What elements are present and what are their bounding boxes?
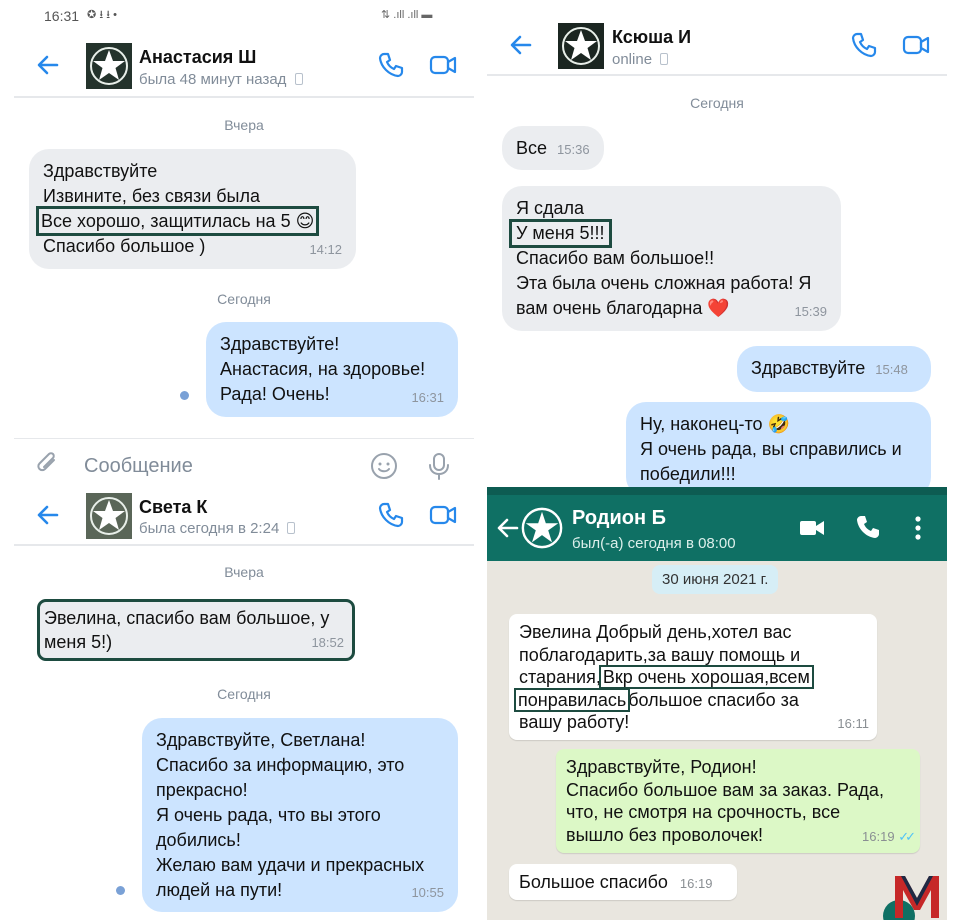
avatar[interactable] xyxy=(86,43,132,89)
device-icon xyxy=(287,522,295,534)
message-line: вашу работу! xyxy=(519,712,630,732)
message-text: Все xyxy=(516,138,548,158)
highlighted-line: У меня 5!!! xyxy=(512,222,609,245)
video-icon[interactable] xyxy=(428,50,458,80)
message-line: Я сдала xyxy=(516,198,585,218)
message-line: Здравствуйте, Светлана! xyxy=(156,730,366,750)
unread-dot xyxy=(116,886,125,895)
message-line: Анастасия, на здоровье! xyxy=(220,359,426,379)
contact-status xyxy=(139,71,303,88)
video-icon[interactable] xyxy=(798,516,826,540)
message-line: Эта была очень сложная работа! Я xyxy=(516,273,812,293)
message-line: меня 5!) xyxy=(44,632,113,652)
back-arrow-icon[interactable] xyxy=(35,52,61,78)
message-time: 14:12 xyxy=(309,242,342,257)
mic-icon[interactable] xyxy=(426,451,452,481)
signal-indicators: ⇅ .ıll .ıll ▬ xyxy=(381,9,433,21)
message-line: что, не смотря на срочность, все xyxy=(566,802,841,822)
phone-icon[interactable] xyxy=(849,30,879,60)
outgoing-message[interactable] xyxy=(626,402,931,497)
device-icon xyxy=(660,53,668,65)
message-time: 16:19 xyxy=(679,876,713,891)
message-line: вам очень благодарна ❤️ xyxy=(516,298,730,318)
contact-status: был(-а) сегодня в 08:00 xyxy=(572,535,736,552)
message-time: 16:19 xyxy=(862,828,895,844)
chat-header xyxy=(14,34,474,98)
message-line: Спасибо большое ) xyxy=(43,236,206,256)
message-input[interactable]: Сообщение xyxy=(84,455,193,477)
incoming-message-highlighted[interactable] xyxy=(40,602,352,658)
avatar[interactable] xyxy=(558,23,604,69)
status-bar xyxy=(487,487,947,495)
message-meta xyxy=(862,826,912,849)
contact-status-text: была 48 минут назад xyxy=(139,71,287,88)
message-line: Ну, наконец-то 🤣 xyxy=(640,414,790,434)
chat-panel-sveta xyxy=(14,482,474,920)
highlighted-fragment: Вкр очень хорошая,всем xyxy=(602,667,810,687)
message-fragment: большое спасибо за xyxy=(628,689,799,710)
contact-name[interactable]: Анастасия Ш xyxy=(139,47,257,67)
outgoing-message[interactable] xyxy=(737,346,931,392)
highlighted-fragment: понравилась xyxy=(518,689,627,710)
message-time: 15:36 xyxy=(557,142,590,157)
message-line: прекрасно! xyxy=(156,780,248,800)
message-time: 16:31 xyxy=(411,390,444,405)
day-separator: Сегодня xyxy=(217,291,271,307)
day-separator: Вчера xyxy=(224,564,264,580)
message-line: добились! xyxy=(156,830,241,850)
date-chip: 30 июня 2021 г. xyxy=(652,565,778,594)
message-line xyxy=(519,666,867,689)
message-line: Я очень рада, что вы этого xyxy=(156,805,381,825)
highlighted-line: Все хорошо, защитилась на 5 😊 xyxy=(41,211,315,231)
day-separator: Вчера xyxy=(224,117,264,133)
message-line: Извините, без связи была xyxy=(43,186,261,206)
message-time: 10:55 xyxy=(411,885,444,900)
back-arrow-icon[interactable] xyxy=(35,502,61,528)
outgoing-message[interactable] xyxy=(142,718,458,912)
message-composer xyxy=(14,438,474,482)
message-line: поблагодарить,за вашу помощь и xyxy=(519,644,801,665)
incoming-message[interactable] xyxy=(29,149,356,269)
status-time: 16:31 xyxy=(44,7,80,24)
message-time: 15:39 xyxy=(794,304,827,319)
message-line: Спасибо за информацию, это xyxy=(156,755,405,775)
read-ticks-icon: ✓✓ xyxy=(898,828,912,844)
more-icon[interactable] xyxy=(912,514,924,542)
incoming-message[interactable] xyxy=(509,864,737,900)
chat-header xyxy=(487,495,947,561)
message-line: Я очень рада, вы справились и xyxy=(640,439,902,459)
contact-name[interactable]: Родион Б xyxy=(572,507,667,529)
message-line: победили!!! xyxy=(640,464,736,484)
status-icons: ✪ ⭳ ⭳ • xyxy=(87,9,117,21)
emoji-icon[interactable] xyxy=(369,451,399,481)
message-line: людей на пути! xyxy=(156,880,283,900)
contact-status-text: online xyxy=(612,51,653,68)
message-text: Большое спасибо xyxy=(519,872,668,892)
chat-header xyxy=(487,12,947,76)
day-separator: Сегодня xyxy=(217,686,271,702)
incoming-message[interactable] xyxy=(502,126,604,170)
message-text: Здравствуйте xyxy=(751,358,866,378)
chat-panel-anastasia xyxy=(14,0,474,480)
message-time: 15:48 xyxy=(875,362,908,377)
header-divider xyxy=(14,544,474,546)
message-line: Эвелина Добрый день,хотел вас xyxy=(519,622,792,642)
video-icon[interactable] xyxy=(901,30,931,60)
chat-panel-rodion xyxy=(487,487,947,920)
message-line: Эвелина, спасибо вам большое, у xyxy=(44,608,330,628)
contact-status xyxy=(139,520,295,537)
message-line: Здравствуйте! xyxy=(220,334,340,354)
message-line: Спасибо большое вам за заказ. Рада, xyxy=(566,779,884,800)
message-fragment: старания, xyxy=(519,667,601,687)
chat-panel-ksyusha xyxy=(487,0,947,484)
message-line: вышло без проволочек! xyxy=(566,824,763,845)
avatar[interactable] xyxy=(86,493,132,539)
brand-logo xyxy=(889,868,945,920)
outgoing-message[interactable] xyxy=(556,749,920,853)
avatar[interactable] xyxy=(520,506,564,550)
back-arrow-icon[interactable] xyxy=(495,515,521,541)
message-line: Рада! Очень! xyxy=(220,384,330,404)
contact-status xyxy=(612,51,668,68)
phone-icon[interactable] xyxy=(376,500,406,530)
incoming-message[interactable] xyxy=(502,186,841,331)
phone-icon[interactable] xyxy=(855,514,881,540)
header-divider xyxy=(14,96,474,98)
contact-status-text: была сегодня в 2:24 xyxy=(139,520,280,537)
header-divider xyxy=(487,74,947,76)
video-icon[interactable] xyxy=(428,500,458,530)
message-line xyxy=(519,689,867,712)
chat-header xyxy=(14,482,474,546)
unread-dot xyxy=(180,391,189,400)
device-icon xyxy=(295,73,303,85)
status-bar xyxy=(44,6,117,25)
contact-name[interactable]: Света К xyxy=(139,497,208,517)
phone-icon[interactable] xyxy=(376,50,406,80)
contact-name[interactable]: Ксюша И xyxy=(612,27,692,47)
attach-icon[interactable] xyxy=(34,451,62,479)
message-line: Здравствуйте xyxy=(43,161,158,181)
message-time: 18:52 xyxy=(311,635,344,650)
outgoing-message[interactable] xyxy=(206,322,458,417)
message-time: 16:11 xyxy=(837,715,869,731)
day-separator: Сегодня xyxy=(690,95,744,111)
message-line: Здравствуйте, Родион! xyxy=(566,757,757,777)
message-line: Спасибо вам большое!! xyxy=(516,248,715,268)
message-line: Желаю вам удачи и прекрасных xyxy=(156,855,425,875)
back-arrow-icon[interactable] xyxy=(508,32,534,58)
incoming-message[interactable] xyxy=(509,614,877,740)
